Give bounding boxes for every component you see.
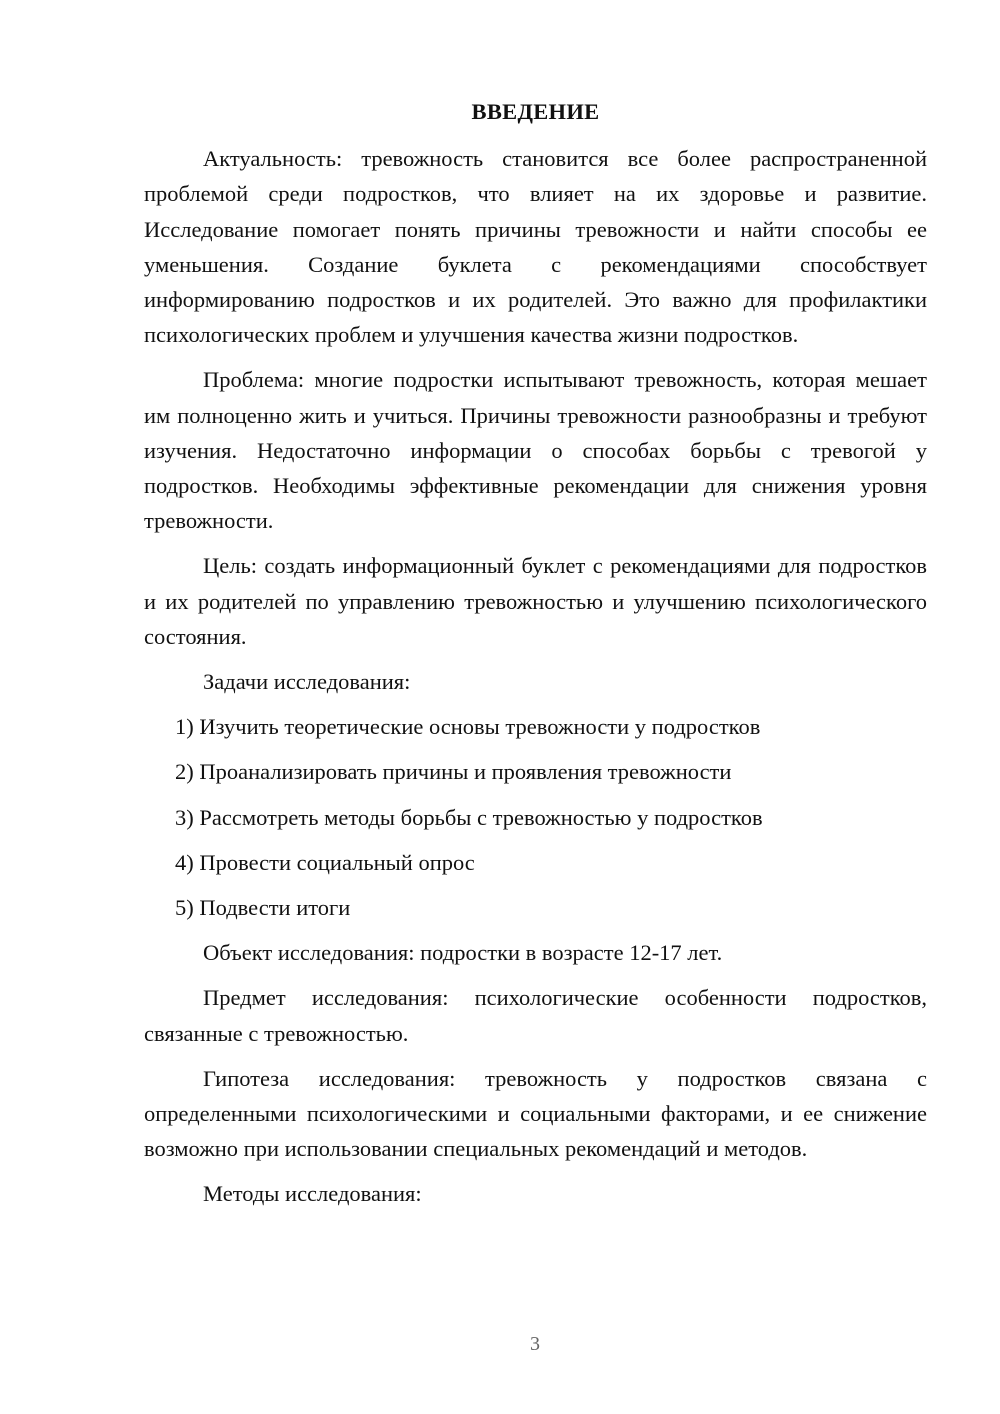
task-item-4: 4) Провести социальный опрос [175,849,475,875]
paragraph-problem: Проблема: многие подростки испытывают тревожность, которая мешает им полноценно жить и учиться. Причины тревожности разнообразны и требуют изучения. Недостаточно информации о способах борьбы с тревогой у подростков. Необходимы эффективные рекомендации для снижения уровня тревожности. [144,367,927,534]
tasks-list [144,709,927,925]
page-number: 3 [530,1333,540,1355]
task-item-2: 2) Проанализировать причины и проявления тревожности [175,759,732,785]
paragraph-goal: Цель: создать информационный буклет с рекомендациями для подростков и их родителей по управлению тревожностью и улучшению психологического состояния. [144,553,927,649]
paragraph-relevance: Актуальность: тревожность становится все более распространенной проблемой среди подростков, что влияет на их здоровье и развитие. Исследование помогает понять причины тревожности и найти способы ее уменьшения. Создание буклета с рекомендациями способствует информированию подростков и их родителей. Это важно для профилактики психологических проблем и улучшения качества жизни подростков. [144,146,927,348]
section-title: ВВЕДЕНИЕ [471,99,600,124]
paragraph-object: Объект исследования: подростки в возрасте 12-17 лет. [203,940,723,966]
paragraph-subject: Предмет исследования: психологические особенности подростков, связанные с тревожностью. [144,985,927,1046]
task-item-3: 3) Рассмотреть методы борьбы с тревожностью у подростков [175,804,763,830]
tasks-heading: Задачи исследования: [203,669,411,695]
page-content [144,94,927,1222]
paragraph-hypothesis: Гипотеза исследования: тревожность у подростков связана с определенными психологическими и социальными факторами, и ее снижение возможно при использовании специальных рекомендаций и методов. [144,1065,927,1162]
task-item-5: 5) Подвести итоги [175,895,351,921]
methods-heading: Методы исследования: [203,1181,422,1207]
task-item-1: 1) Изучить теоретические основы тревожности у подростков [175,714,761,740]
